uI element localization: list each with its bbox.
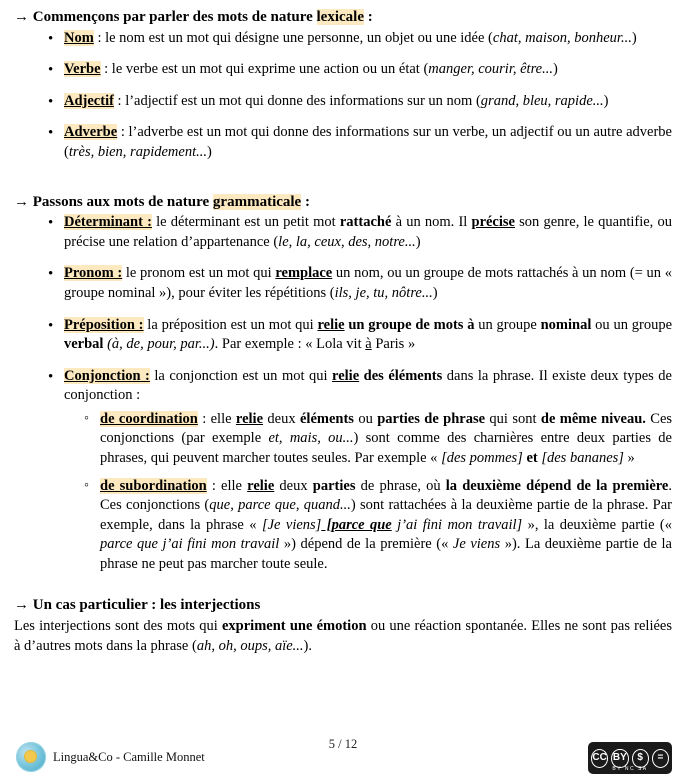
verbe-examples: manger, courir, être... xyxy=(428,61,553,78)
coordination-bold-niveau: de même niveau. xyxy=(540,410,646,427)
interjections-body-2: ou une réaction spontanée. Elles ne sont pas reliées à d’autres mots dans la phrase ( xyxy=(14,618,673,654)
adverbe-examples: très, bien, rapidement... xyxy=(68,144,207,160)
list-item-pronom xyxy=(48,264,672,303)
interjections-body-3: ). xyxy=(303,637,313,654)
subordination-emphasis-relie: relie xyxy=(247,477,275,494)
cc-icon: CC xyxy=(591,749,608,768)
coordination-bold-et: et xyxy=(522,449,538,466)
determinant-body-2: à un nom. Il xyxy=(391,214,472,231)
verbe-body-1: : le verbe est un mot qui exprime une action ou un état ( xyxy=(100,61,429,78)
pronom-examples: ils, je, tu, nôtre... xyxy=(334,285,433,301)
heading-text-interjections: Un cas particulier : les interjections xyxy=(32,597,261,614)
heading-text-pre: Passons aux mots de nature xyxy=(32,193,213,210)
list-item-subordination xyxy=(84,477,672,575)
adverbe-body-2: ) xyxy=(206,144,212,160)
coordination-body-2: deux xyxy=(263,410,300,427)
term-verbe: Verbe xyxy=(64,61,101,78)
term-pronom: Pronom : xyxy=(64,265,123,282)
interjections-body-1: Les interjections sont des mots qui xyxy=(14,618,222,635)
term-preposition: Préposition : xyxy=(64,316,144,333)
subordination-body-6: », la deuxième partie (« xyxy=(522,516,673,533)
section-heading-lexicale xyxy=(14,8,672,27)
subordination-bold-parties: parties xyxy=(312,477,356,494)
preposition-body-2: un groupe xyxy=(474,316,541,333)
subordination-body-7: ») dépend de la première (« xyxy=(279,536,453,553)
subordination-body-1: : elle xyxy=(206,477,248,494)
adverbe-body-1: : l’adverbe est un mot qui donne des informations sur un verbe, un adjectif ou un autre adverbe ( xyxy=(64,124,672,160)
heading-text-post: : xyxy=(301,193,310,210)
preposition-body-1: la préposition est un mot qui xyxy=(143,316,318,333)
subordination-example-parceque: [parce que xyxy=(321,516,392,533)
conjonction-bold-2: des éléments xyxy=(359,367,443,384)
list-item-determinant xyxy=(48,213,672,252)
coordination-body-3: ou xyxy=(353,410,378,427)
preposition-bold-nominal: nominal xyxy=(540,316,592,333)
page-footer xyxy=(0,728,686,780)
list-item-adjectif xyxy=(48,92,672,112)
subordination-body-8: »). La deuxième partie de la phrase ne peut pas marcher toute seule. xyxy=(100,536,672,572)
section-heading-interjections xyxy=(14,596,672,615)
heading-text-post: : xyxy=(363,9,373,25)
subordination-body-2: deux xyxy=(274,477,313,494)
arrow-icon: → xyxy=(14,193,29,210)
subordination-body-4: . Ces conjonctions ( xyxy=(100,477,672,514)
paragraph-interjections xyxy=(14,617,672,656)
pronom-body-1: le pronom est un mot qui xyxy=(122,265,276,282)
preposition-underline-a: à xyxy=(365,336,372,353)
creative-commons-license-icon xyxy=(588,742,672,774)
pronom-emphasis-remplace: remplace xyxy=(275,265,333,282)
pronom-body-3: ) xyxy=(432,285,438,301)
subordination-body-3: de phrase, où xyxy=(355,477,446,494)
preposition-emphasis-relie: relie xyxy=(317,316,345,333)
subordination-quote-1: parce que j’ai fini mon travail xyxy=(100,536,280,553)
preposition-body-4: . Par exemple : « Lola vit xyxy=(214,336,366,353)
pronom-body-2: un nom, ou un groupe de mots rattachés à un nom (= un « groupe nominal »), pour éviter les répétitions ( xyxy=(64,265,672,301)
determinant-examples: le, la, ceux, des, notre... xyxy=(278,233,416,250)
coordination-body-6: ) sont comme des charnières entre deux parties de phrases, qui peuvent marcher toutes seules. Par exemple « xyxy=(100,430,672,466)
coordination-body-7: » xyxy=(623,449,635,466)
list-item-nom xyxy=(48,29,672,49)
term-determinant: Déterminant : xyxy=(64,214,152,231)
determinant-body-4: ) xyxy=(415,233,421,250)
adjectif-body-1: : l’adjectif est un mot qui donne des informations sur un nom ( xyxy=(113,92,481,109)
heading-highlight-lexicale: lexicale xyxy=(316,9,364,25)
subordination-example-jeviens: [Je viens] xyxy=(261,516,322,533)
conjonction-body-2: dans la phrase. Il existe deux types de conjonction : xyxy=(64,367,672,404)
nom-body-2: ) xyxy=(631,29,637,46)
preposition-body-5: Paris » xyxy=(371,336,416,353)
subordination-body-5: ) sont rattachées à la deuxième partie de la phrase. Par exemple, dans la phrase « xyxy=(100,497,672,533)
preposition-body-3: ou un groupe xyxy=(591,316,673,333)
section-heading-grammaticale xyxy=(14,193,672,212)
determinant-bold-1: rattaché xyxy=(339,214,392,231)
coordination-bold-parties: parties de phrase xyxy=(377,410,486,427)
subordination-examples: que, parce que, quand... xyxy=(209,497,351,514)
subordination-quote-2: Je viens xyxy=(452,536,501,553)
footer-credit: Lingua&Co - Camille Monnet xyxy=(53,749,205,764)
coordination-examples: et, mais, ou... xyxy=(268,430,354,447)
list-conjonction-types xyxy=(64,410,672,575)
term-adjectif: Adjectif xyxy=(64,92,114,109)
conjonction-body-1: la conjonction est un mot qui xyxy=(149,367,333,384)
page-indicator: 5 / 12 xyxy=(328,737,358,751)
coordination-emphasis-relie: relie xyxy=(235,410,264,427)
list-item-verbe xyxy=(48,60,672,80)
preposition-examples: (à, de, pour, par...) xyxy=(103,336,215,353)
term-nom: Nom xyxy=(64,29,94,46)
term-adverbe: Adverbe xyxy=(64,124,118,141)
conjonction-emphasis-relie: relie xyxy=(332,367,360,384)
adjectif-body-2: ) xyxy=(603,92,609,109)
heading-highlight-grammaticale: grammaticale xyxy=(212,193,302,210)
cc-sa-icon: = xyxy=(652,749,669,768)
cc-labels: BY NC SA xyxy=(612,766,648,772)
interjections-bold: expriment une émotion xyxy=(222,618,367,635)
coordination-body-4: qui sont xyxy=(485,410,541,427)
list-item-coordination xyxy=(84,410,672,469)
coordination-example-bananes: [des bananes] xyxy=(537,449,624,466)
coordination-bold-elements: éléments xyxy=(299,410,354,427)
subordination-example-travail: j’ai fini mon travail] xyxy=(391,516,523,533)
determinant-body-1: le déterminant est un petit mot xyxy=(151,214,340,231)
cc-by-icon: BY xyxy=(611,749,628,768)
heading-text-pre: Commençons par parler des mots de nature xyxy=(32,9,317,25)
coordination-example-pommes: [des pommes] xyxy=(441,449,523,466)
term-conjonction: Conjonction : xyxy=(64,367,150,384)
list-item-preposition xyxy=(48,316,672,355)
term-coordination: de coordination xyxy=(100,410,198,427)
nom-body-1: : le nom est un mot qui désigne une personne, un objet ou une idée ( xyxy=(93,29,493,46)
list-item-adverbe xyxy=(48,123,672,162)
verbe-body-2: ) xyxy=(553,61,558,78)
coordination-body-1: : elle xyxy=(197,410,236,427)
subordination-bold-dependance: la deuxième dépend de la première xyxy=(445,477,669,494)
list-lexicale xyxy=(14,29,672,163)
term-subordination: de subordination xyxy=(100,477,207,494)
adjectif-examples: grand, bleu, rapide... xyxy=(480,92,604,109)
cc-nc-icon: $ xyxy=(632,749,649,768)
determinant-emphasis-precise: précise xyxy=(471,214,515,231)
list-item-conjonction xyxy=(48,367,672,575)
coordination-body-5: Ces conjonctions (par exemple xyxy=(100,410,673,447)
arrow-icon: → xyxy=(14,9,29,25)
preposition-bold-verbal: verbal xyxy=(64,336,104,353)
determinant-body-3: son genre, le quantifie, ou précise une relation d’appartenance ( xyxy=(64,214,672,250)
preposition-bold-2: un groupe de mots à xyxy=(344,316,475,333)
nom-examples: chat, maison, bonheur... xyxy=(492,29,632,46)
arrow-icon: → xyxy=(14,597,29,614)
interjections-examples: ah, oh, oups, aïe... xyxy=(196,637,304,654)
list-grammaticale xyxy=(14,213,672,574)
